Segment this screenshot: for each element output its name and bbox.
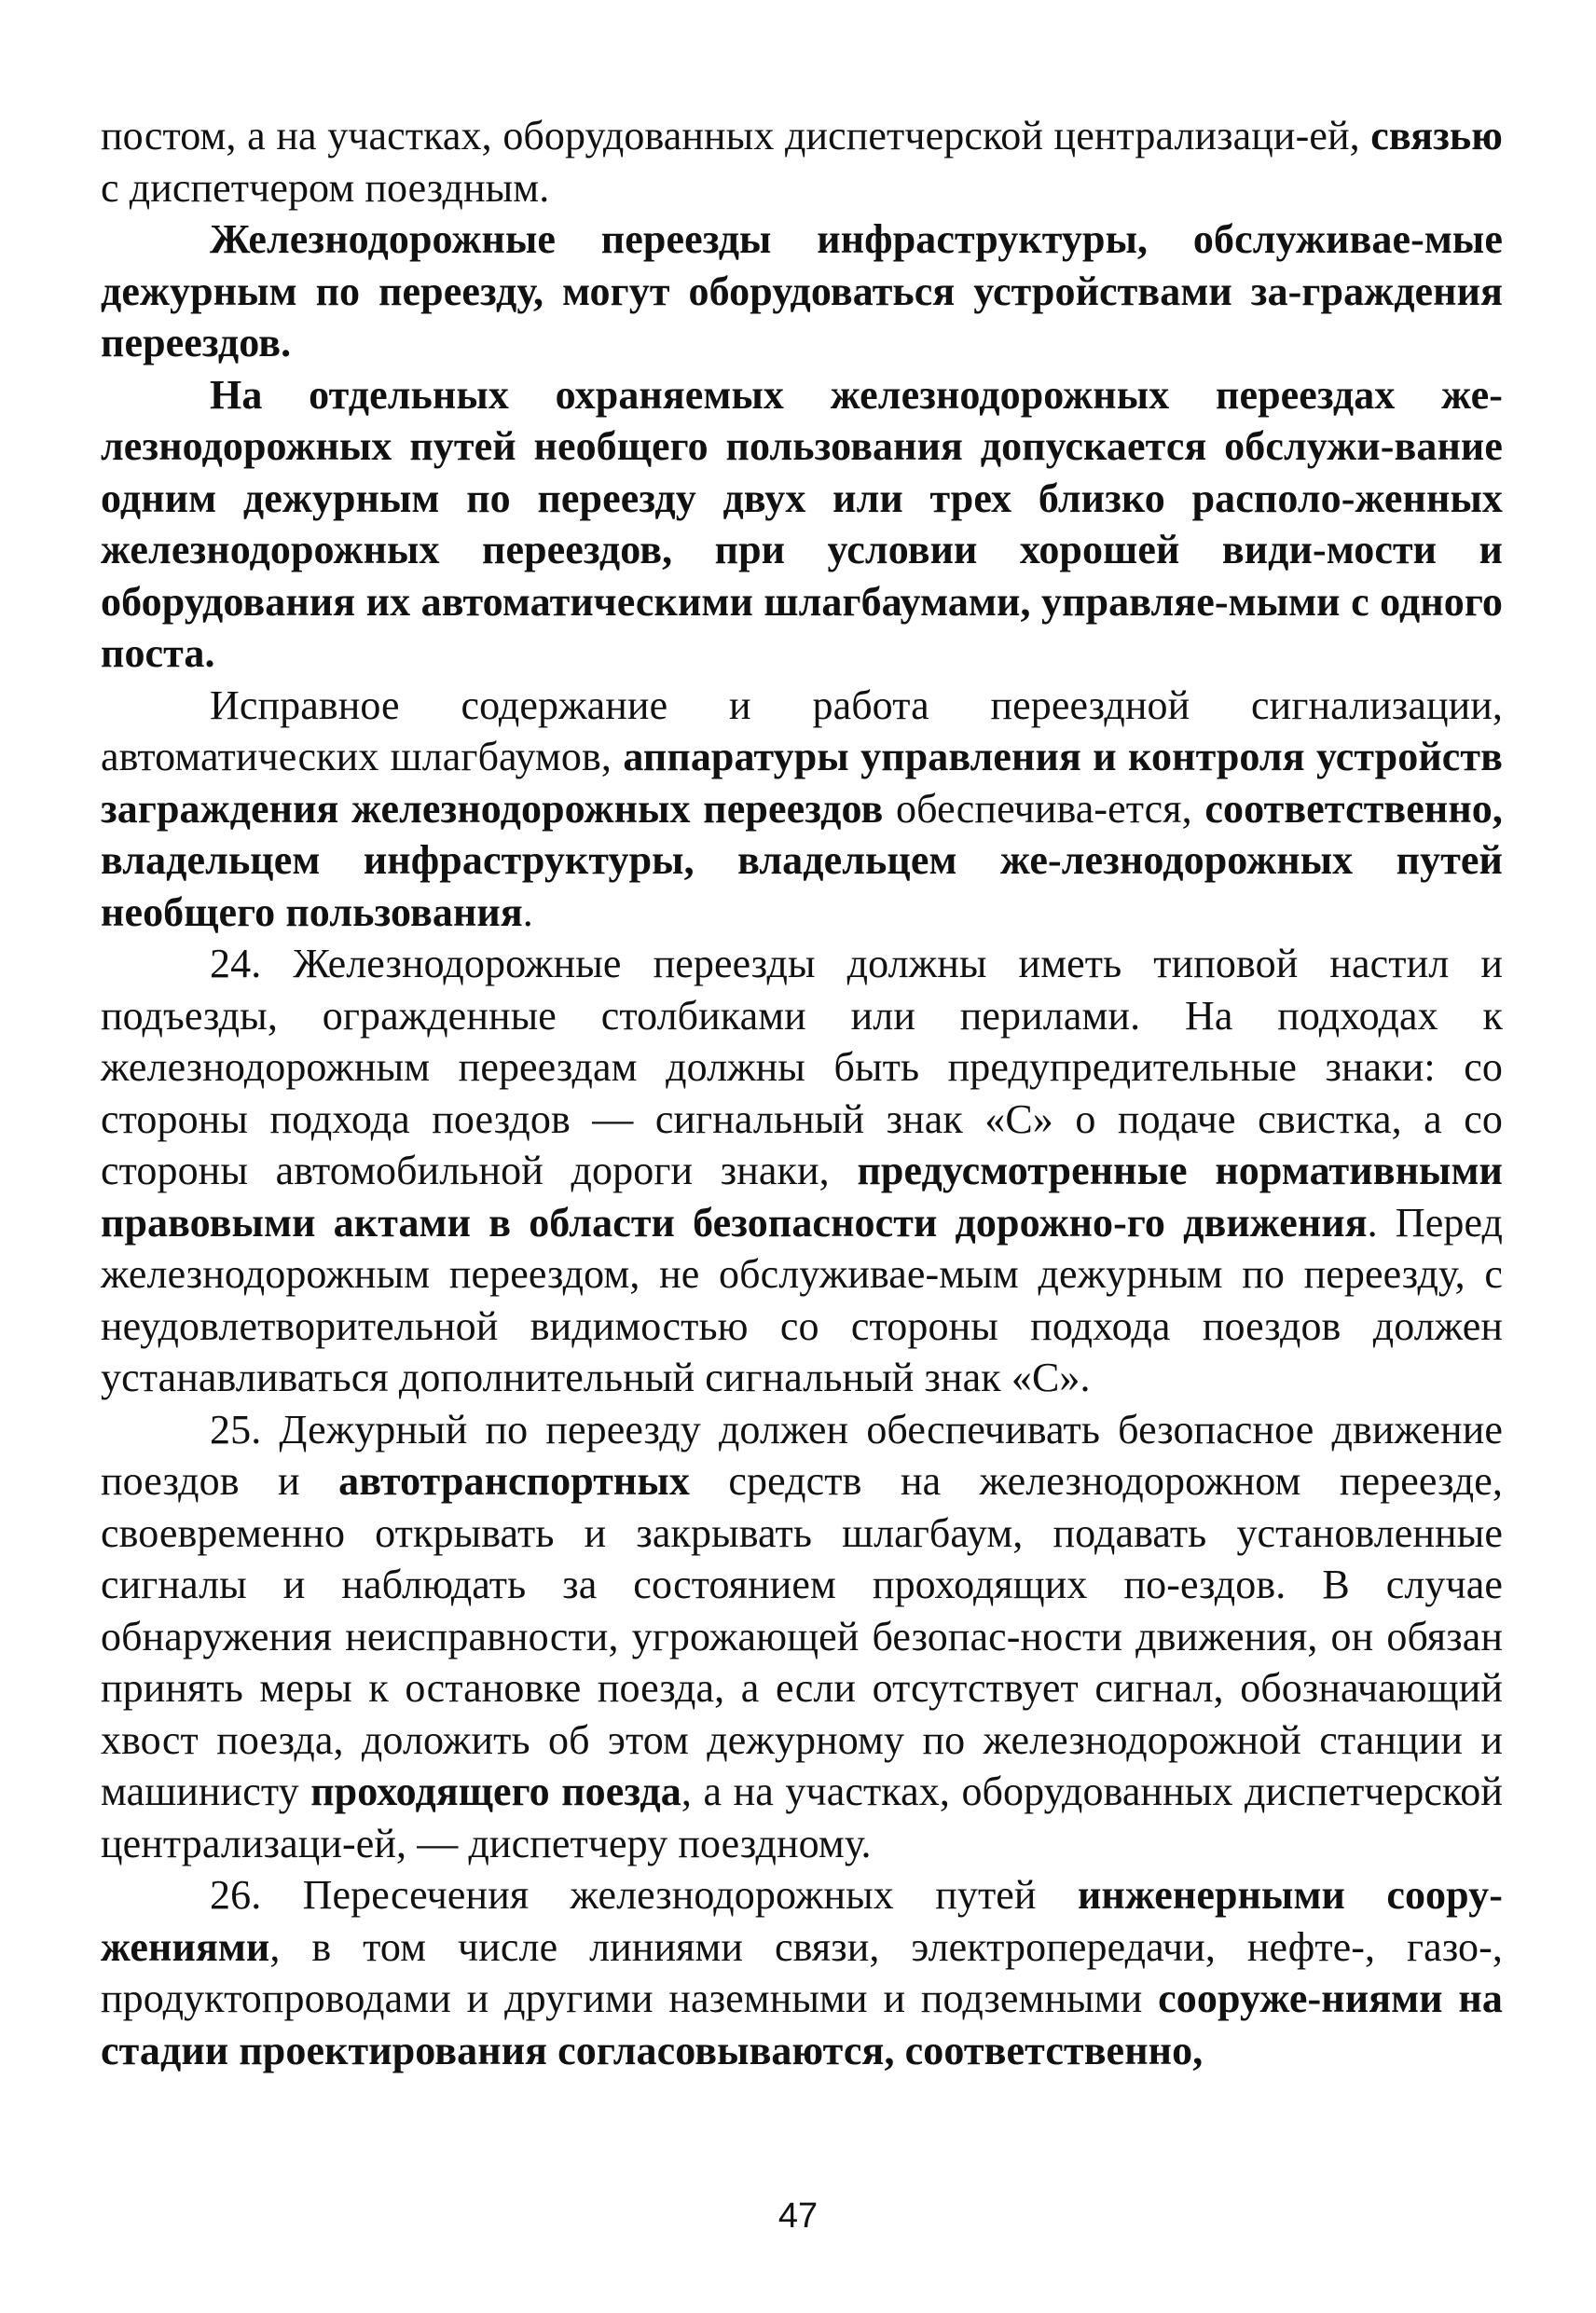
text-run-bold: инженерными соору-жениями [101, 1872, 1504, 1970]
text-run-bold: На отдельных охраняемых железнодорожных переездах же-лезнодорожных путей необщего пользования допускается обслужи-вание одним дежурным по переезду двух или трех близко располо-женных железнодорожных переездов, при условии хорошей види-мости и оборудования их автоматическими шлагбаумами, управляе-мыми с одного поста. [101, 371, 1503, 676]
text-run-bold: связью [1370, 113, 1503, 158]
text-run-bold: аппаратуры управления и контроля устройств заграждения железнодорожных переездов [101, 734, 1503, 832]
paragraph-item-25 [101, 1404, 1503, 1870]
paragraph [101, 213, 1503, 369]
page-number: 47 [777, 2196, 819, 2236]
text-run: постом, а на участках, оборудованных диспетчерской централизаци-ей, [101, 113, 1371, 158]
text-run: обеспечива-ется, [883, 785, 1205, 832]
paragraph [101, 680, 1503, 939]
text-run-bold: автотранспортных [338, 1458, 690, 1504]
text-run-bold: сооруже-ниями на стадии проектирования согласовываются, соответственно, [101, 1976, 1503, 2073]
text-run: Исправное содержание и работа переездной сигнализации, автоматических шлагбаумов, [101, 682, 1503, 779]
paragraph [101, 369, 1503, 680]
text-run: , а на участках, оборудованных диспетчерской централизаци-ей, — диспетчеру поездному. [101, 1769, 1504, 1866]
document-body [101, 110, 1503, 2076]
paragraph-item-26 [101, 1869, 1503, 2076]
text-run: 25. Дежурный по переезду должен обеспечивать безопасное движение поездов и [101, 1406, 1503, 1504]
text-run-bold: проходящего поезда [310, 1769, 681, 1814]
text-run: 24. Железнодорожные переезды должны иметь типовой настил и подъезды, огражденные столбиками или перилами. На подходах к железнодорожным переездам должны быть предупредительные знаки: со стороны подхода поездов — сигнальный знак «С» о подаче свистка, а со стороны автомобильной дороги знаки, [101, 941, 1503, 1193]
text-run: 26. Пересечения железнодорожных путей [210, 1872, 1078, 1918]
text-run: . Перед железнодорожным переездом, не обслуживае-мым дежурным по переезду, с неудовлетворительной видимостью со стороны подхода поездов должен устанавливаться дополнительный сигнальный знак «С». [101, 1199, 1504, 1400]
text-run: с диспетчером поездным. [101, 164, 550, 211]
text-run-bold: соответственно, владельцем инфраструктуры, владельцем же-лезнодорожных путей необщего пользования [101, 785, 1503, 935]
text-run-bold: Железнодорожные переезды инфраструктуры, обслуживае-мые дежурным по переезду, могут оборудоваться устройствами за-граждения переездов. [101, 216, 1503, 365]
text-run: средств на железнодорожном переезде, своевременно открывать и закрывать шлагбаум, подавать установленные сигналы и наблюдать за состоянием проходящих по-ездов. В случае обнаружения неисправности, угрожающей безопас-ности движения, он обязан принять меры к остановке поезда, а если отсутствует сигнал, обозначающий хвост поезда, доложить об этом дежурному по железнодорожной станции и машинисту [101, 1458, 1503, 1814]
text-run: . [522, 888, 533, 935]
text-run: , в том числе линиями связи, электропередачи, нефте-, газо-, продуктопроводами и другими наземными и подземными [101, 1923, 1503, 2021]
text-run-bold: предусмотренные нормативными правовыми актами в области безопасности дорожно-го движения [101, 1148, 1503, 1246]
paragraph-item-24 [101, 938, 1503, 1404]
paragraph [101, 110, 1503, 213]
